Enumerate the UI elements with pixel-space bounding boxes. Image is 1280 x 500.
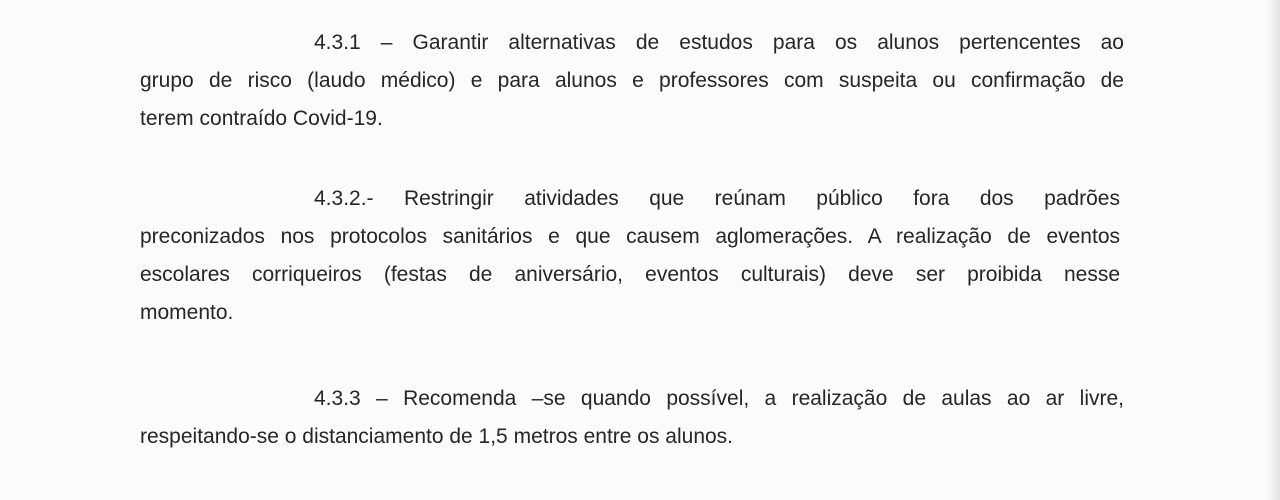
paragraph-line: 4.3.1 – Garantir alternativas de estudos para os alunos pertencentes ao xyxy=(314,31,1124,54)
paragraph-4-3-3 xyxy=(140,380,1124,456)
paragraph-line: 4.3.3 – Recomenda –se quando possível, a realização de aulas ao ar livre, xyxy=(314,387,1124,410)
paragraph-line: 4.3.2.- Restringir atividades que reúnam público fora dos padrões xyxy=(314,187,1120,210)
paragraph-line: respeitando-se o distanciamento de 1,5 metros entre os alunos. xyxy=(140,425,734,448)
paragraph-4-3-2 xyxy=(140,180,1120,332)
paragraph-line: preconizados nos protocolos sanitários e que causem aglomerações. A realização de eventos xyxy=(140,225,1120,248)
page-edge-shadow xyxy=(1266,0,1280,500)
paragraph-line: grupo de risco (laudo médico) e para alunos e professores com suspeita ou confirmação de xyxy=(140,69,1124,92)
paragraph-line: escolares corriqueiros (festas de aniversário, eventos culturais) deve ser proibida nesse xyxy=(140,263,1120,286)
paragraph-line: terem contraído Covid-19. xyxy=(140,107,383,130)
paragraph-4-3-1 xyxy=(140,24,1124,138)
paragraph-line: momento. xyxy=(140,301,234,324)
